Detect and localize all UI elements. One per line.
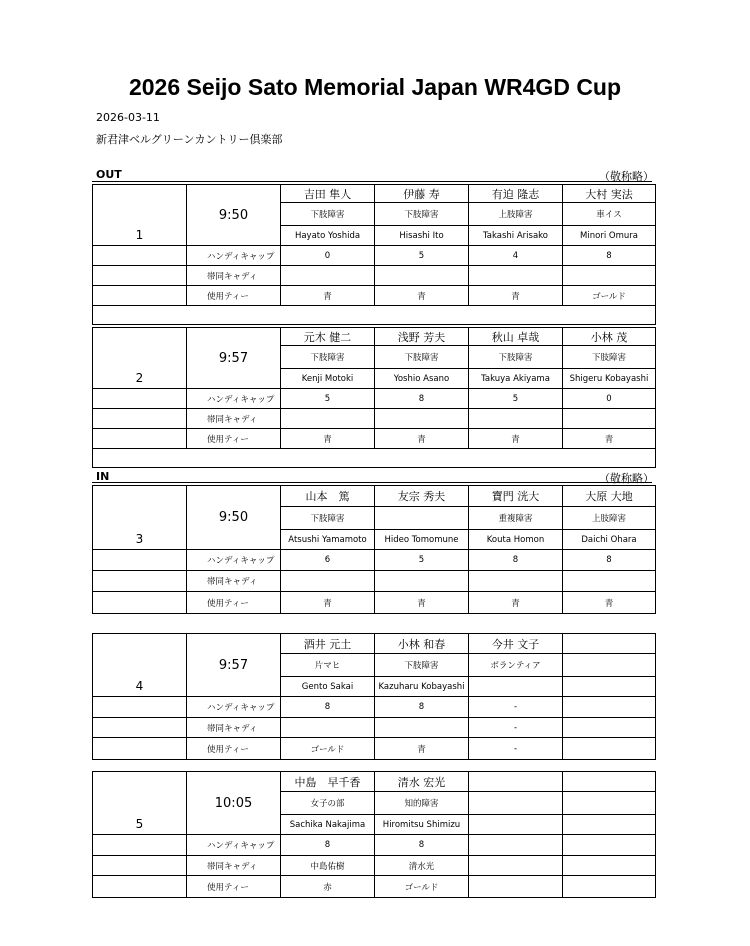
group-table	[92, 184, 656, 325]
player-category: 下肢障害	[375, 346, 469, 369]
tee-value: ゴールド	[281, 738, 375, 760]
tee-time: 10:05	[187, 772, 281, 835]
page-title: 2026 Seijo Sato Memorial Japan WR4GD Cup	[128, 74, 622, 100]
caddie-value	[375, 266, 469, 286]
empty-cell	[93, 856, 187, 876]
group-row	[93, 772, 656, 792]
caddie-value	[563, 266, 656, 286]
caddie-label: 帯同キャディ	[187, 266, 281, 286]
player-category: 下肢障害	[375, 654, 469, 677]
group-row	[93, 429, 656, 449]
section-in-label: IN	[96, 470, 110, 483]
spacer-cell	[93, 306, 656, 325]
tee-time: 9:57	[187, 634, 281, 697]
player-category	[563, 792, 656, 815]
tee-value: 青	[469, 286, 563, 306]
empty-cell	[93, 738, 187, 760]
player-name	[469, 772, 563, 792]
group-row	[93, 328, 656, 346]
empty-cell	[93, 266, 187, 286]
tee-value: 青	[469, 429, 563, 449]
group-row	[93, 856, 656, 876]
player-name: 小林 茂	[563, 328, 656, 346]
group-row	[93, 449, 656, 468]
handicap-value: 5	[375, 550, 469, 571]
group-row	[93, 634, 656, 654]
handicap-value: 6	[281, 550, 375, 571]
player-category: 下肢障害	[281, 507, 375, 530]
player-category: 重複障害	[469, 507, 563, 530]
handicap-value: 8	[469, 550, 563, 571]
caddie-label: 帯同キャディ	[187, 856, 281, 876]
group-row	[93, 697, 656, 718]
tee-value: 青	[375, 429, 469, 449]
player-category: ボランティア	[469, 654, 563, 677]
player-romaji: Takuya Akiyama	[469, 369, 563, 389]
out-honorific-note: （敬称略）	[599, 170, 654, 183]
group-row	[93, 550, 656, 571]
tee-value: ゴールド	[563, 286, 656, 306]
empty-cell	[93, 592, 187, 614]
tee-value: 青	[563, 592, 656, 614]
player-category	[375, 507, 469, 530]
player-name: 大村 実法	[563, 185, 656, 203]
player-romaji: Minori Omura	[563, 226, 656, 246]
caddie-value	[375, 571, 469, 592]
player-romaji	[563, 815, 656, 835]
group-number: 3	[93, 486, 187, 550]
group-row	[93, 738, 656, 760]
group-row	[93, 486, 656, 507]
section-out-label: OUT	[96, 168, 122, 181]
player-name: 中島 早千香	[281, 772, 375, 792]
tee-value	[563, 876, 656, 898]
handicap-value: 8	[375, 835, 469, 856]
player-name: 吉田 隼人	[281, 185, 375, 203]
handicap-value: 5	[375, 246, 469, 266]
tee-value: 青	[281, 592, 375, 614]
handicap-value: 4	[469, 246, 563, 266]
tee-value: 青	[375, 738, 469, 760]
player-romaji: Atsushi Yamamoto	[281, 530, 375, 550]
tee-label: 使用ティー	[187, 286, 281, 306]
tee-label: 使用ティー	[187, 429, 281, 449]
handicap-label: ハンディキャップ	[187, 246, 281, 266]
spacer-cell	[93, 449, 656, 468]
tee-value	[469, 876, 563, 898]
out-divider	[92, 181, 652, 182]
group-row	[93, 246, 656, 266]
group-row	[93, 571, 656, 592]
handicap-value: 5	[281, 389, 375, 409]
player-category	[563, 654, 656, 677]
handicap-value	[563, 697, 656, 718]
handicap-value: 0	[563, 389, 656, 409]
player-name: 元木 健二	[281, 328, 375, 346]
player-category: 下肢障害	[469, 346, 563, 369]
handicap-label: ハンディキャップ	[187, 835, 281, 856]
caddie-value	[469, 266, 563, 286]
player-category: 下肢障害	[563, 346, 656, 369]
group-number: 1	[93, 185, 187, 246]
handicap-value: 0	[281, 246, 375, 266]
player-romaji: Hideo Tomomune	[375, 530, 469, 550]
player-category: 下肢障害	[375, 203, 469, 226]
empty-cell	[93, 409, 187, 429]
player-name: 浅野 芳夫	[375, 328, 469, 346]
handicap-value: 8	[563, 550, 656, 571]
caddie-value	[469, 856, 563, 876]
group-number: 2	[93, 328, 187, 389]
group-row	[93, 185, 656, 203]
player-name	[563, 772, 656, 792]
group-row	[93, 876, 656, 898]
caddie-label: 帯同キャディ	[187, 718, 281, 738]
handicap-label: ハンディキャップ	[187, 550, 281, 571]
tee-time: 9:57	[187, 328, 281, 389]
handicap-value: 8	[563, 246, 656, 266]
tee-value: 青	[563, 429, 656, 449]
caddie-value	[281, 718, 375, 738]
tee-value: 青	[281, 429, 375, 449]
empty-cell	[93, 697, 187, 718]
player-category: 片マヒ	[281, 654, 375, 677]
caddie-value	[469, 409, 563, 429]
caddie-value	[281, 571, 375, 592]
handicap-value: 5	[469, 389, 563, 409]
group-table	[92, 633, 656, 760]
tee-time: 9:50	[187, 185, 281, 246]
empty-cell	[93, 571, 187, 592]
caddie-value	[563, 718, 656, 738]
group-row	[93, 592, 656, 614]
player-romaji: Takashi Arisako	[469, 226, 563, 246]
event-date: 2026-03-11	[96, 111, 160, 124]
empty-cell	[93, 246, 187, 266]
player-romaji: Hiromitsu Shimizu	[375, 815, 469, 835]
group-row	[93, 718, 656, 738]
in-divider	[92, 482, 652, 483]
player-category: 上肢障害	[563, 507, 656, 530]
empty-cell	[93, 876, 187, 898]
caddie-value	[281, 409, 375, 429]
caddie-value	[563, 856, 656, 876]
player-romaji: Kazuharu Kobayashi	[375, 677, 469, 697]
caddie-value: 中島佑樹	[281, 856, 375, 876]
handicap-label: ハンディキャップ	[187, 389, 281, 409]
caddie-value	[281, 266, 375, 286]
group-number: 5	[93, 772, 187, 835]
player-name: 大原 大地	[563, 486, 656, 507]
caddie-label: 帯同キャディ	[187, 409, 281, 429]
player-category: 女子の部	[281, 792, 375, 815]
caddie-value	[469, 571, 563, 592]
player-name: 友宗 秀夫	[375, 486, 469, 507]
tee-label: 使用ティー	[187, 738, 281, 760]
player-name: 寶門 洸大	[469, 486, 563, 507]
player-romaji: Daichi Ohara	[563, 530, 656, 550]
tee-value: 青	[375, 286, 469, 306]
player-category	[469, 792, 563, 815]
caddie-value	[563, 409, 656, 429]
empty-cell	[93, 389, 187, 409]
handicap-value: -	[469, 697, 563, 718]
player-name: 伊藤 寿	[375, 185, 469, 203]
tee-value: 青	[281, 286, 375, 306]
player-romaji	[563, 677, 656, 697]
player-category: 知的障害	[375, 792, 469, 815]
caddie-value: -	[469, 718, 563, 738]
group-table	[92, 485, 656, 614]
player-romaji: Hisashi Ito	[375, 226, 469, 246]
handicap-value: 8	[281, 697, 375, 718]
empty-cell	[93, 429, 187, 449]
tee-value	[563, 738, 656, 760]
group-number: 4	[93, 634, 187, 697]
caddie-label: 帯同キャディ	[187, 571, 281, 592]
player-romaji: Yoshio Asano	[375, 369, 469, 389]
empty-cell	[93, 718, 187, 738]
group-row	[93, 409, 656, 429]
empty-cell	[93, 286, 187, 306]
player-name: 今井 文子	[469, 634, 563, 654]
group-row	[93, 266, 656, 286]
group-row	[93, 306, 656, 325]
group-table	[92, 771, 656, 898]
player-name: 酒井 元土	[281, 634, 375, 654]
handicap-value	[563, 835, 656, 856]
tee-label: 使用ティー	[187, 592, 281, 614]
empty-cell	[93, 835, 187, 856]
player-romaji: Kenji Motoki	[281, 369, 375, 389]
caddie-value	[563, 571, 656, 592]
caddie-value: 清水光	[375, 856, 469, 876]
player-romaji: Hayato Yoshida	[281, 226, 375, 246]
player-romaji	[469, 677, 563, 697]
player-romaji: Shigeru Kobayashi	[563, 369, 656, 389]
player-name: 秋山 卓哉	[469, 328, 563, 346]
tee-value: 青	[375, 592, 469, 614]
player-category: 下肢障害	[281, 346, 375, 369]
tee-value: 青	[469, 592, 563, 614]
empty-cell	[93, 550, 187, 571]
group-table	[92, 327, 656, 468]
player-category: 上肢障害	[469, 203, 563, 226]
player-name: 山本 篤	[281, 486, 375, 507]
tee-value: -	[469, 738, 563, 760]
tee-label: 使用ティー	[187, 876, 281, 898]
handicap-value	[469, 835, 563, 856]
handicap-value: 8	[375, 389, 469, 409]
player-name: 有迫 隆志	[469, 185, 563, 203]
caddie-value	[375, 718, 469, 738]
venue-name: 新君津ベルグリーンカントリー倶楽部	[96, 133, 283, 146]
group-row	[93, 286, 656, 306]
player-romaji: Sachika Nakajima	[281, 815, 375, 835]
player-category: 車イス	[563, 203, 656, 226]
player-category: 下肢障害	[281, 203, 375, 226]
tee-time: 9:50	[187, 486, 281, 550]
tee-value: 赤	[281, 876, 375, 898]
player-name	[563, 634, 656, 654]
player-name: 小林 和春	[375, 634, 469, 654]
handicap-value: 8	[281, 835, 375, 856]
player-romaji: Kouta Homon	[469, 530, 563, 550]
in-honorific-note: （敬称略）	[599, 472, 654, 485]
player-romaji	[469, 815, 563, 835]
handicap-label: ハンディキャップ	[187, 697, 281, 718]
group-row	[93, 389, 656, 409]
player-romaji: Gento Sakai	[281, 677, 375, 697]
handicap-value: 8	[375, 697, 469, 718]
caddie-value	[375, 409, 469, 429]
player-name: 清水 宏光	[375, 772, 469, 792]
tee-value: ゴールド	[375, 876, 469, 898]
group-row	[93, 835, 656, 856]
